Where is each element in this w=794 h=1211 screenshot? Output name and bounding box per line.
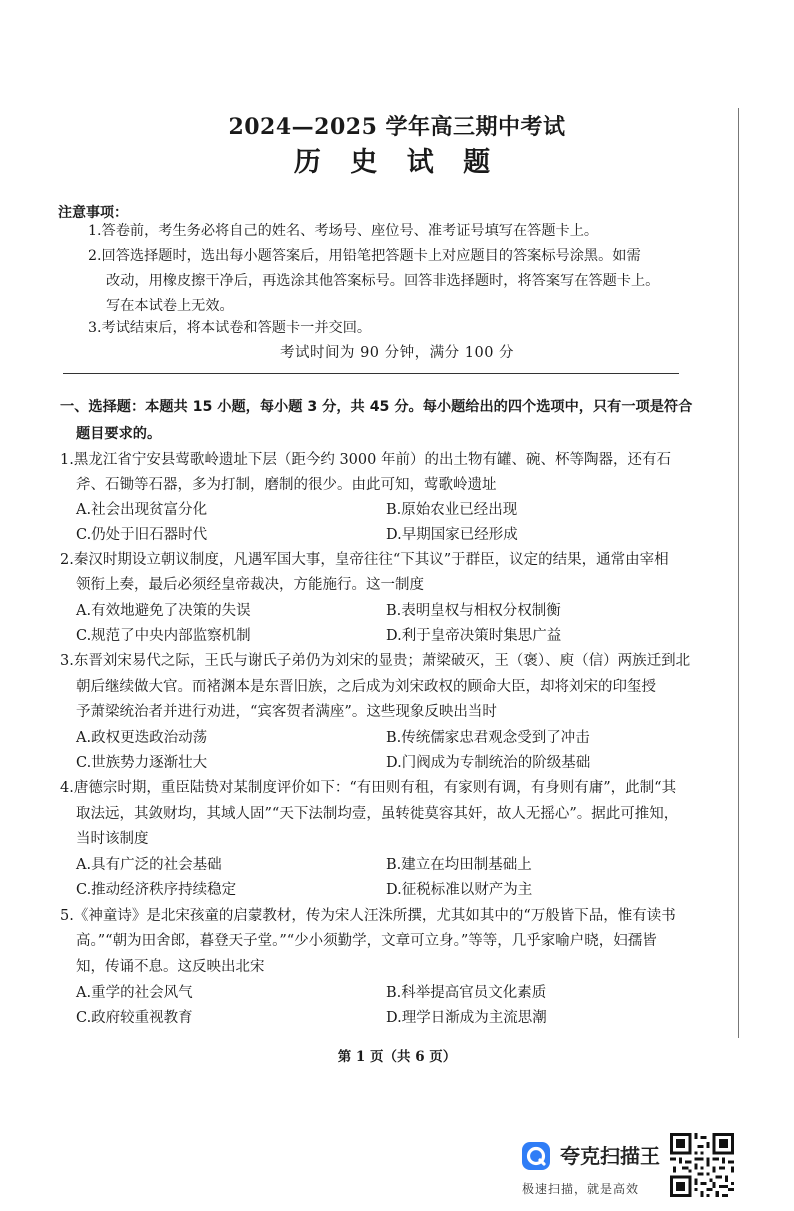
notice-item: 2.回答选择题时，选出每小题答案后，用铅笔把答题卡上对应题目的答案标号涂黑。如需 (88, 248, 641, 264)
question-5-stem: 5.《神童诗》是北宋孩童的启蒙教材，传为宋人汪洙所撰，尤其如其中的“万般皆下品，惟有读书 (60, 908, 676, 924)
scanner-slogan: 极速扫描，就是高效 (522, 1182, 640, 1196)
section-heading: 一、选择题：本题共 15 小题，每小题 3 分，共 45 分。每小题给出的四个选项中，只有一项是符合 (60, 399, 693, 415)
exam-time: 考试时间为 90 分钟，满分 100 分 (279, 345, 515, 361)
question-4-option-b: B.建立在均田制基础上 (386, 857, 532, 873)
question-1-stem: 1.黑龙江省宁安县莺歌岭遗址下层（距今约 3000 年前）的出土物有罐、碗、杯等陶器，还有石 (60, 452, 671, 468)
question-1-option-b: B.原始农业已经出现 (386, 502, 518, 518)
binding-line (738, 108, 739, 1038)
question-4-option-a: A.具有广泛的社会基础 (76, 857, 222, 873)
exam-title: 2024—2025 学年高三期中考试 (228, 114, 566, 140)
question-5-option-b: B.科举提高官员文化素质 (386, 985, 547, 1001)
question-5-option-d: D.理学日渐成为主流思潮 (386, 1010, 547, 1026)
question-4-stem: 取法远，其敛财均，其域人固”“天下法制均壹，虽转徙莫容其奸，故人无摇心”。据此可推知， (76, 806, 679, 822)
question-2-option-c: C.规范了中央内部监察机制 (76, 628, 251, 644)
question-2-option-b: B.表明皇权与相权分权制衡 (386, 603, 561, 619)
question-1-option-a: A.社会出现贫富分化 (76, 502, 208, 518)
page-number: 第 1 页（共 6 页） (337, 1049, 457, 1065)
question-5-stem: 知，传诵不息。这反映出北宋 (76, 959, 265, 975)
question-4-stem: 当时该制度 (76, 831, 149, 847)
question-4-option-d: D.征税标准以财产为主 (386, 882, 533, 898)
question-1-option-c: C.仍处于旧石器时代 (76, 527, 208, 543)
subject-title: 历 史 试 题 (293, 147, 501, 178)
question-1-option-d: D.早期国家已经形成 (386, 527, 518, 543)
question-5-option-c: C.政府较重视教育 (76, 1010, 193, 1026)
question-1-stem: 斧、石锄等石器，多为打制，磨制的很少。由此可知，莺歌岭遗址 (76, 477, 497, 493)
question-3-option-b: B.传统儒家忠君观念受到了冲击 (386, 730, 590, 746)
notice-item: 写在本试卷上无效。 (106, 298, 234, 314)
notice-item: 1.答卷前，考生务必将自己的姓名、考场号、座位号、准考证号填写在答题卡上。 (88, 223, 599, 239)
section-heading: 题目要求的。 (76, 426, 162, 442)
question-3-stem: 3.东晋刘宋易代之际，王氏与谢氏子弟仍为刘宋的显贵；萧梁破灭，王（褒）、庾（信）两族迁到北 (60, 653, 691, 669)
question-2-stem: 2.秦汉时期设立朝议制度，凡遇军国大事，皇帝往往“下其议”于群臣，议定的结果，通常由宰相 (60, 552, 669, 568)
question-4-option-c: C.推动经济秩序持续稳定 (76, 882, 237, 898)
question-3-option-d: D.门阀成为专制统治的阶级基础 (386, 755, 591, 771)
notice-item: 改动，用橡皮擦干净后，再选涂其他答案标号。回答非选择题时，将答案写在答题卡上。 (106, 273, 660, 289)
section-divider (63, 373, 679, 374)
question-4-stem: 4.唐德宗时期，重臣陆贽对某制度评价如下：“有田则有租，有家则有调，有身则有庸”，此制“其 (60, 780, 677, 796)
question-5-option-a: A.重学的社会风气 (76, 985, 193, 1001)
qr-code-icon (670, 1133, 734, 1197)
question-2-option-a: A.有效地避免了决策的失误 (76, 603, 251, 619)
question-5-stem: 高。”“朝为田舍郎，暮登天子堂。”“少小须勤学，文章可立身。”等等，几乎家喻户晓，妇孺皆 (76, 933, 657, 949)
notice-heading: 注意事项： (58, 205, 128, 221)
question-2-stem: 领衔上奏，最后必须经皇帝裁决，方能施行。这一制度 (76, 577, 424, 593)
question-3-option-a: A.政权更迭政治动荡 (76, 730, 208, 746)
notice-item: 3.考试结束后，将本试卷和答题卡一并交回。 (88, 320, 372, 336)
question-3-option-c: C.世族势力逐渐壮大 (76, 755, 208, 771)
question-3-stem: 朝后继续做大官。而褚渊本是东晋旧族，之后成为刘宋政权的顾命大臣，却将刘宋的印玺授 (76, 679, 656, 695)
scanner-brand-name: 夸克扫描王 (560, 1144, 660, 1168)
question-2-option-d: D.利于皇帝决策时集思广益 (386, 628, 562, 644)
scanner-logo-icon (522, 1142, 550, 1170)
question-3-stem: 予萧梁统治者并进行劝进，“宾客贺者满座”。这些现象反映出当时 (76, 704, 497, 720)
